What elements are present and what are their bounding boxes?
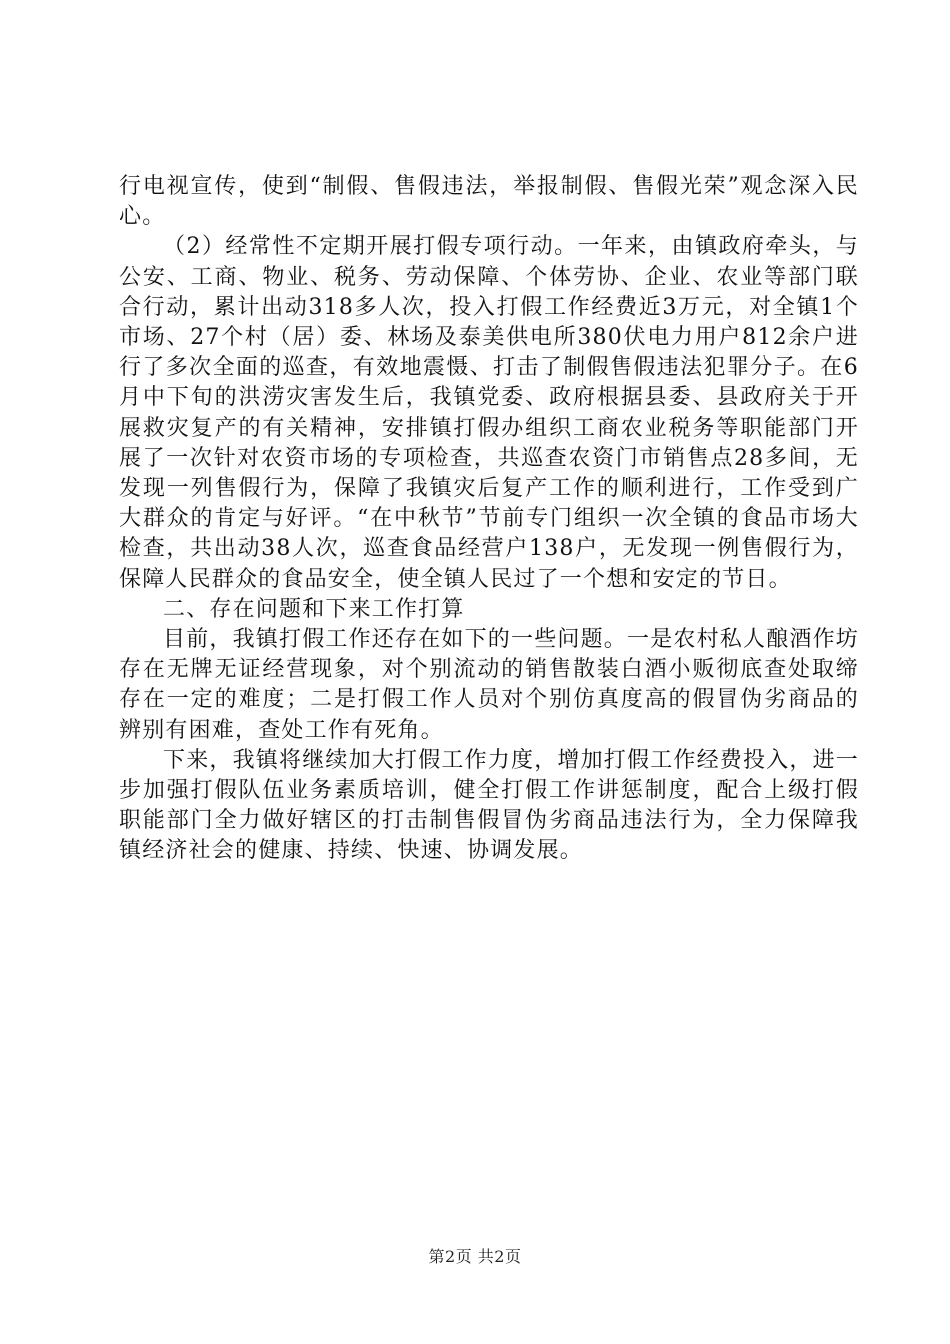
document-body: [119, 172, 859, 867]
paragraph-current-problems: 目前，我镇打假工作还存在如下的一些问题。一是农村私人酿酒作坊存在无牌无证经营现象，对个别流动的销售散装白酒小贩彻底查处取缔存在一定的难度；二是打假工作人员对个别仿真度高的假冒伪劣商品的辨别有困难，查处工作有死角。: [119, 627, 860, 743]
section-heading-problems-and-plans: 二、存在问题和下来工作打算: [163, 596, 465, 622]
paragraph-anti-counterfeit-action: （2）经常性不定期开展打假专项行动。一年来，由镇政府牵头，与公安、工商、物业、税务、劳动保障、个体劳协、企业、农业等部门联合行动，累计出动318多人次，投入打假工作经费近3万元，对全镇1个市场、27个村（居）委、林场及泰美供电所380伏电力用户812余户进行了多次全面的巡查，有效地震慑、打击了制假售假违法犯罪分子。在6月中下旬的洪涝灾害发生后，我镇党委、政府根据县委、县政府关于开展救灾复产的有关精神，安排镇打假办组织工商农业税务等职能部门开展了一次针对农资市场的专项检查，共巡查农资门市销售点28多间，无发现一列售假行为，保障了我镇灾后复产工作的顺利进行，工作受到广大群众的肯定与好评。“在中秋节”节前专门组织一次全镇的食品市场大检查，共出动38人次，巡查食品经营户138户，无发现一例售假行为，保障人民群众的食品安全，使全镇人民过了一个想和安定的节日。: [119, 234, 859, 592]
paragraph-future-plans: 下来，我镇将继续加大打假工作力度，增加打假工作经费投入，进一步加强打假队伍业务素质培训，健全打假工作讲惩制度，配合上级打假职能部门全力做好辖区的打击制售假冒伪劣商品违法行为，全力保障我镇经济社会的健康、持续、快速、协调发展。: [119, 747, 860, 864]
paragraph-continuation: 行电视宣传，使到“制假、售假违法，举报制假、售假光荣”观念深入民心。: [119, 174, 859, 230]
page-footer: 第2页 共2页: [428, 1247, 522, 1266]
